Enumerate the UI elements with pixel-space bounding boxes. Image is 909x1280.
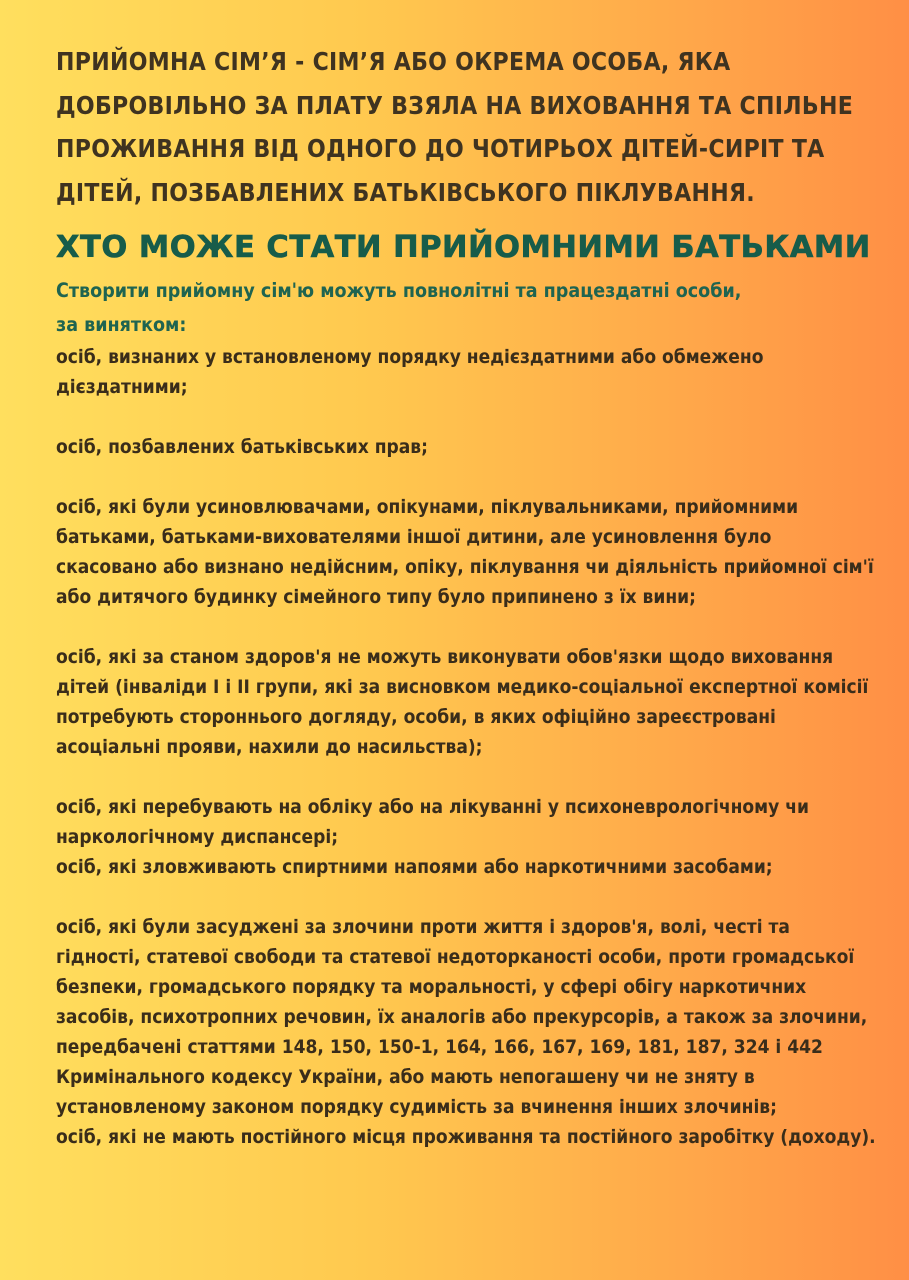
list-item: осіб, які за станом здоров'я не можуть виконувати обов'язки щодо виховання дітей (інваліди І і ІІ групи, які за висновком медико-соціальної експертної комісії потребують стороннього догляду, особи, в яких офіційно зареєстровані асоціальні прояви, нахили до насильства);	[56, 646, 869, 758]
list-item: осіб, які перебувають на обліку або на лікуванні у психоневрологічному чи наркологічному диспансері;	[56, 796, 809, 848]
list-item: осіб, які були засуджені за злочини проти життя і здоров'я, волі, честі та гідності, статевої свободи та статевої недоторканості особи, проти громадської безпеки, громадського порядку та моральності, у сфері обігу наркотичних засобів, психотропних речовин, їх аналогів або прекурсорів, а також за злочини, передбачені статтями 148, 150, 150-1, 164, 166, 167, 169, 181, 187, 324 і 442 Кримінального кодексу України, або мають непогашену чи не зняту в установленому законом порядку судимість за вчинення інших злочинів;	[56, 916, 868, 1118]
section-subheading	[56, 274, 869, 342]
list-item: осіб, визнаних у встановленому порядку недієздатними або обмежено дієздатними;	[56, 346, 764, 398]
intro-definition: ПРИЙОМНА СІМ’Я - СІМ’Я АБО ОКРЕМА ОСОБА, ЯКА ДОБРОВІЛЬНО ЗА ПЛАТУ ВЗЯЛА НА ВИХОВАННЯ ТА СПІЛЬНЕ ПРОЖИВАННЯ ВІД ОДНОГО ДО ЧОТИРЬОХ ДІТЕЙ-СИРІТ ТА ДІТЕЙ, ПОЗБАВЛЕНИХ БАТЬКІВСЬКОГО ПІКЛУВАННЯ.	[56, 47, 854, 207]
section-heading: ХТО МОЖЕ СТАТИ ПРИЙОМНИМИ БАТЬКАМИ	[56, 230, 871, 265]
list-item: осіб, які не мають постійного місця проживання та постійного заробітку (доходу).	[56, 1126, 876, 1148]
subheading-line-2: за винятком:	[56, 313, 187, 336]
list-item: осіб, які були усиновлювачами, опікунами, піклувальниками, прийомними батьками, батьками-вихователями іншої дитини, але усиновлення було скасовано або визнано недійсним, опіку, піклування чи діяльність прийомної сім'ї або дитячого будинку сімейного типу було припинено з їх вини;	[56, 496, 874, 608]
subheading-line-1: Створити прийомну сім'ю можуть повнолітні та працездатні особи,	[56, 279, 742, 302]
exceptions-list	[56, 342, 876, 1152]
list-item: осіб, які зловживають спиртними напоями або наркотичними засобами;	[56, 856, 773, 878]
list-item: осіб, позбавлених батьківських прав;	[56, 436, 428, 458]
